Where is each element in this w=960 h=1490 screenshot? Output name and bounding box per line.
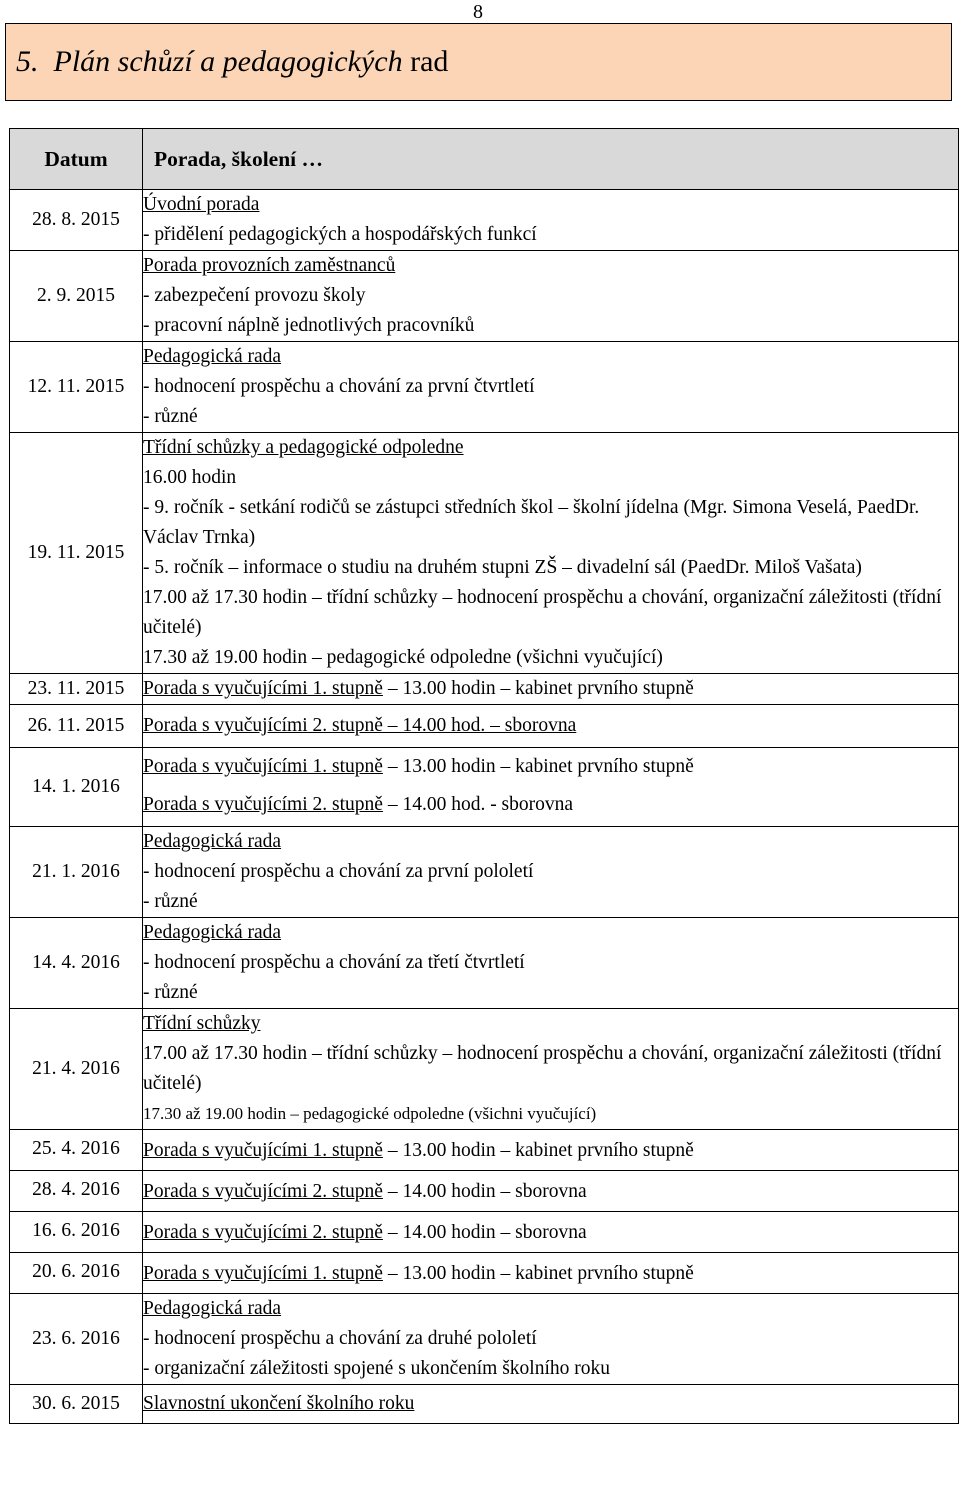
event-tail: – 13.00 hodin – kabinet prvního stupně <box>382 1263 694 1284</box>
table-row <box>10 251 959 342</box>
event-item <box>143 752 958 782</box>
event-tail: – 14.00 hodin – sborovna <box>382 1222 587 1243</box>
row-event <box>143 674 959 705</box>
row-event <box>143 433 959 674</box>
table-row <box>10 1385 959 1424</box>
event-line: - přidělení pedagogických a hospodářských funkcí <box>143 224 537 245</box>
table-row <box>10 748 959 827</box>
row-date: 12. 11. 2015 <box>10 342 143 433</box>
event-title: Porada s vyučujícími 1. stupně <box>143 756 383 777</box>
event-line: 16.00 hodin <box>143 467 237 488</box>
event-tail: – 13.00 hodin – kabinet prvního stupně <box>382 1140 694 1161</box>
event-tail: – 13.00 hodin – kabinet prvního stupně <box>382 678 694 699</box>
row-event <box>143 1171 959 1212</box>
event-title: Pedagogická rada <box>143 922 282 943</box>
section-title <box>16 44 448 80</box>
event-title: Porada provozních zaměstnanců <box>143 255 396 276</box>
table-row <box>10 433 959 674</box>
header-event: Porada, školení … <box>143 129 959 190</box>
table-row <box>10 1130 959 1171</box>
row-date: 30. 6. 2015 <box>10 1385 143 1424</box>
table-row <box>10 1009 959 1130</box>
event-title: Třídní schůzky a pedagogické odpoledne <box>143 437 464 458</box>
event-line: 17.30 až 19.00 hodin – pedagogické odpoledne (všichni vyučující) <box>143 647 663 668</box>
row-date: 20. 6. 2016 <box>10 1253 143 1294</box>
event-line: - různé <box>143 982 198 1003</box>
event-title: Porada s vyučujícími 2. stupně – 14.00 hod. – sborovna <box>143 715 577 736</box>
event-title: Slavnostní ukončení školního roku <box>143 1393 415 1414</box>
table-row <box>10 1212 959 1253</box>
table-row <box>10 918 959 1009</box>
event-line: - různé <box>143 406 198 427</box>
section-heading <box>5 23 952 101</box>
event-title: Porada s vyučujícími 2. stupně <box>143 794 383 815</box>
row-date: 21. 4. 2016 <box>10 1009 143 1130</box>
section-number: 5. <box>16 45 39 78</box>
event-line: 17.00 až 17.30 hodin – třídní schůzky – hodnocení prospěchu a chování, organizační záležitosti (třídní učitelé) <box>143 587 942 638</box>
page-number: 8 <box>473 1 483 23</box>
row-event <box>143 748 959 827</box>
row-event <box>143 251 959 342</box>
event-item <box>143 790 958 820</box>
event-tail: – 14.00 hod. - sborovna <box>382 794 574 815</box>
event-line: 17.00 až 17.30 hodin – třídní schůzky – hodnocení prospěchu a chování, organizační záležitosti (třídní učitelé) <box>143 1043 942 1094</box>
table-row <box>10 1171 959 1212</box>
meeting-plan-table <box>9 128 959 1424</box>
row-date: 26. 11. 2015 <box>10 705 143 748</box>
event-title: Porada s vyučujícími 2. stupně <box>143 1222 383 1243</box>
event-line: - hodnocení prospěchu a chování za první čtvrtletí <box>143 376 535 397</box>
table-row <box>10 1253 959 1294</box>
table-row <box>10 190 959 251</box>
row-date: 16. 6. 2016 <box>10 1212 143 1253</box>
event-line-small: 17.30 až 19.00 hodin – pedagogické odpoledne (všichni vyučující) <box>143 1104 597 1123</box>
row-event <box>143 705 959 748</box>
row-date: 14. 4. 2016 <box>10 918 143 1009</box>
event-line: - organizační záležitosti spojené s ukončením školního roku <box>143 1358 610 1379</box>
row-event <box>143 827 959 918</box>
row-event <box>143 1130 959 1171</box>
event-title: Pedagogická rada <box>143 346 282 367</box>
table-header-row <box>10 129 959 190</box>
section-title-tail: rad <box>410 45 449 78</box>
event-tail: – 14.00 hodin – sborovna <box>382 1181 587 1202</box>
event-line: - 5. ročník – informace o studiu na druhém stupni ZŠ – divadelní sál (PaedDr. Miloš Vašata) <box>143 557 862 578</box>
event-title: Porada s vyučujícími 1. stupně <box>143 1263 383 1284</box>
event-line: - hodnocení prospěchu a chování za druhé pololetí <box>143 1328 537 1349</box>
row-date: 28. 4. 2016 <box>10 1171 143 1212</box>
event-title: Třídní schůzky <box>143 1013 261 1034</box>
row-date: 19. 11. 2015 <box>10 433 143 674</box>
row-date: 28. 8. 2015 <box>10 190 143 251</box>
row-event <box>143 1212 959 1253</box>
event-line: - 9. ročník - setkání rodičů se zástupci středních škol – školní jídelna (Mgr. Simona Veselá, PaedDr. Václav Trnka) <box>143 497 920 548</box>
table-row <box>10 827 959 918</box>
row-event <box>143 190 959 251</box>
event-title: Porada s vyučujícími 1. stupně <box>143 678 383 699</box>
table-row <box>10 705 959 748</box>
row-event <box>143 1009 959 1130</box>
row-event <box>143 1294 959 1385</box>
row-event <box>143 342 959 433</box>
event-line: - zabezpečení provozu školy <box>143 285 366 306</box>
event-line: - hodnocení prospěchu a chování za první pololetí <box>143 861 534 882</box>
row-date: 23. 11. 2015 <box>10 674 143 705</box>
event-line: - hodnocení prospěchu a chování za třetí čtvrtletí <box>143 952 525 973</box>
row-event <box>143 1253 959 1294</box>
row-date: 2. 9. 2015 <box>10 251 143 342</box>
row-event <box>143 1385 959 1424</box>
event-title: Úvodní porada <box>143 194 260 215</box>
event-title: Pedagogická rada <box>143 831 282 852</box>
row-date: 21. 1. 2016 <box>10 827 143 918</box>
event-line: - pracovní náplně jednotlivých pracovníků <box>143 315 475 336</box>
table-row <box>10 674 959 705</box>
event-title: Porada s vyučujícími 2. stupně <box>143 1181 383 1202</box>
header-date: Datum <box>10 129 143 190</box>
row-date: 23. 6. 2016 <box>10 1294 143 1385</box>
event-tail: – 13.00 hodin – kabinet prvního stupně <box>382 756 694 777</box>
event-line: - různé <box>143 891 198 912</box>
event-title: Pedagogická rada <box>143 1298 282 1319</box>
table-row <box>10 342 959 433</box>
row-event <box>143 918 959 1009</box>
event-title: Porada s vyučujícími 1. stupně <box>143 1140 383 1161</box>
table-row <box>10 1294 959 1385</box>
section-title-italic: Plán schůzí a pedagogických <box>53 45 403 78</box>
row-date: 14. 1. 2016 <box>10 748 143 827</box>
row-date: 25. 4. 2016 <box>10 1130 143 1171</box>
